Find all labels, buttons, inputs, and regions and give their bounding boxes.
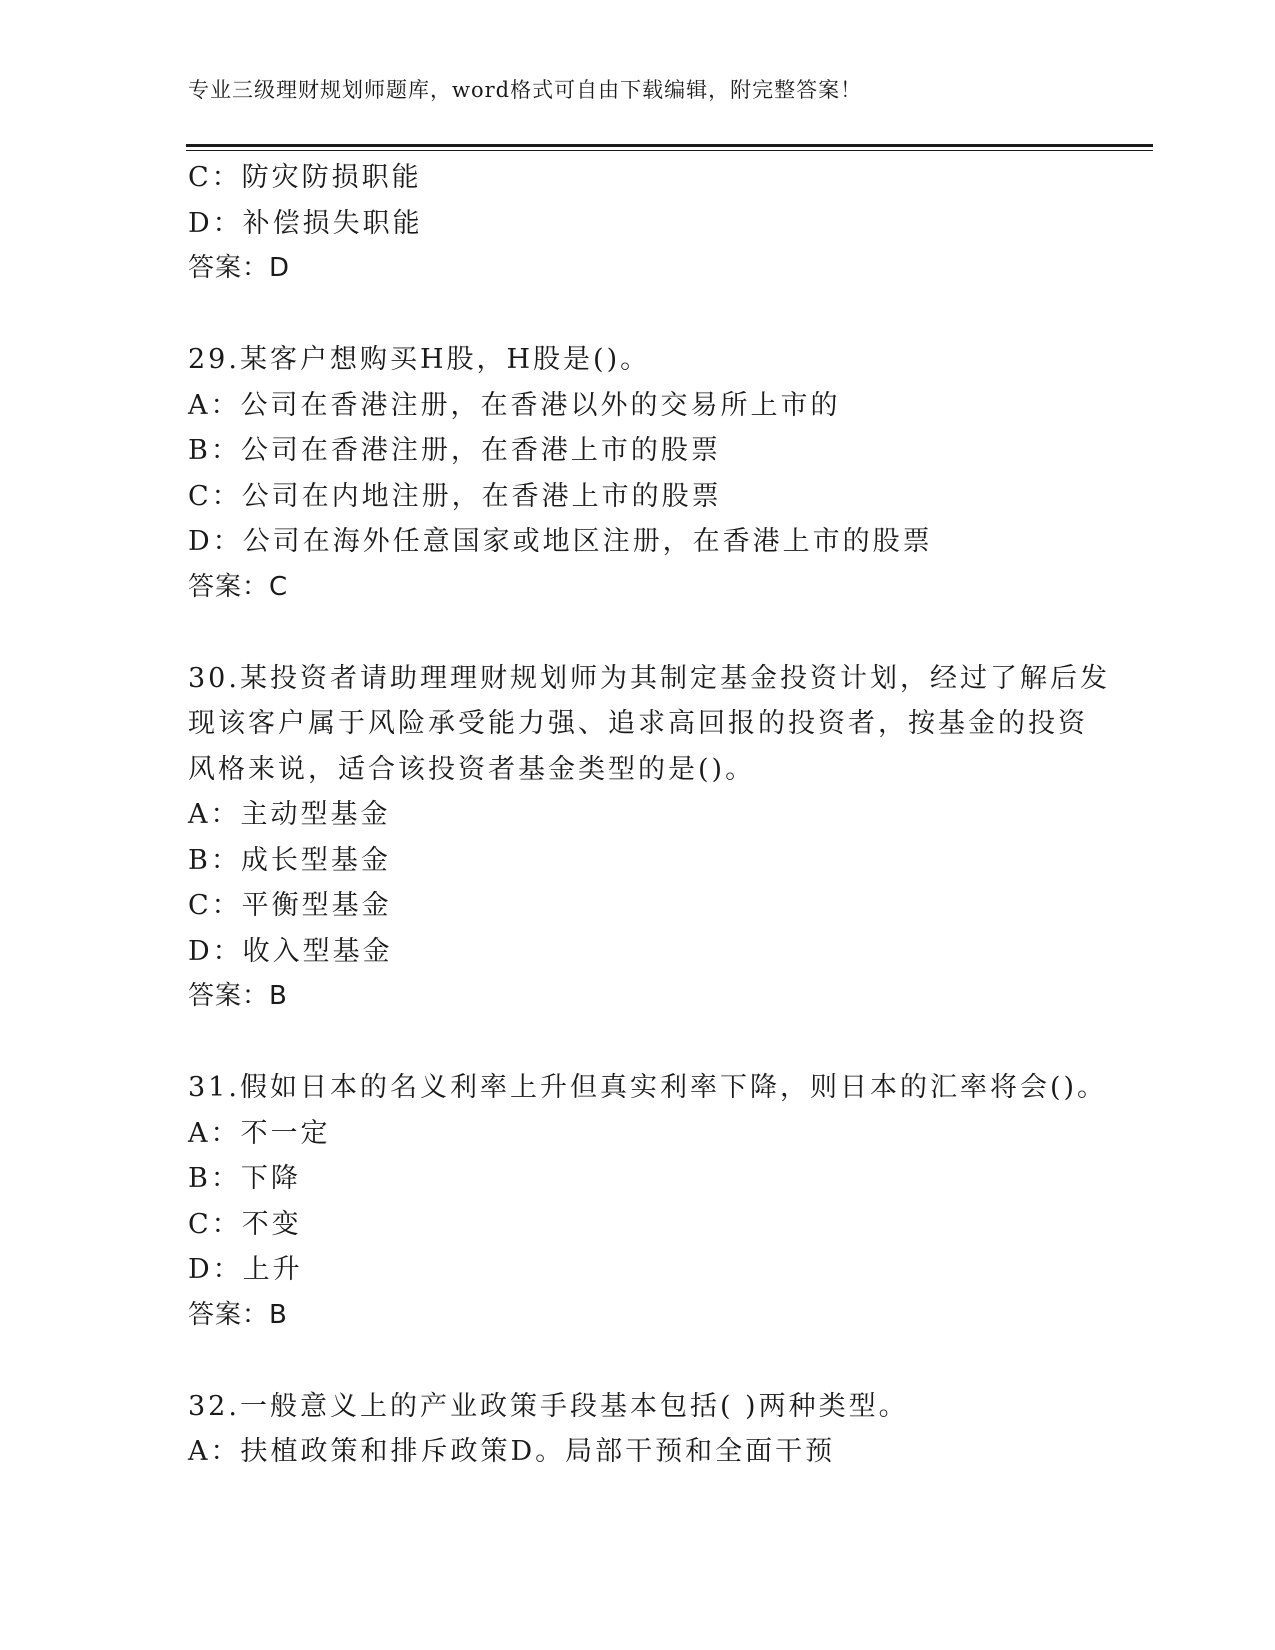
spacer [188, 292, 1088, 338]
option-line: B：成长型基金 [188, 844, 391, 876]
option-line: C：不变 [188, 1208, 302, 1240]
option-line: D：收入型基金 [188, 935, 393, 967]
spacer [188, 1338, 1088, 1384]
question-text: 风格来说，适合该投资者基金类型的是()。 [188, 753, 756, 785]
option-line: B：下降 [188, 1163, 301, 1194]
spacer [188, 610, 1088, 656]
option-line: D：公司在海外任意国家或地区注册，在香港上市的股票 [188, 526, 933, 557]
header-divider [186, 144, 1153, 147]
option-line: C：防灾防损职能 [188, 162, 422, 193]
option-line: A：公司在香港注册，在香港以外的交易所上市的 [188, 389, 841, 421]
option-line: C：平衡型基金 [188, 890, 392, 921]
question-text: 现该客户属于风险承受能力强、追求高回报的投资者，按基金的投资 [188, 708, 1088, 739]
option-line: B：公司在香港注册，在香港上市的股票 [188, 435, 721, 466]
option-line: A：主动型基金 [188, 799, 391, 830]
question-29 [188, 337, 1088, 610]
header-divider-thin [186, 150, 1153, 151]
document-body [188, 155, 1110, 1475]
question-30 [188, 656, 1110, 1020]
question-text: 29.某客户想购买H股，H股是()。 [188, 344, 651, 375]
option-line: A：不一定 [188, 1117, 331, 1149]
question-31 [188, 1065, 1108, 1338]
question-text: 31.假如日本的名义利率上升但真实利率下降，则日本的汇率将会()。 [188, 1072, 1108, 1103]
question-text: 30.某投资者请助理理财规划师为其制定基金投资计划，经过了解后发 [188, 662, 1110, 694]
spacer [188, 1020, 1088, 1066]
question-text: 32.一般意义上的产业政策手段基本包括( )两种类型。 [188, 1390, 909, 1422]
page-header: 专业三级理财规划师题库，word格式可自由下载编辑，附完整答案！ [188, 78, 863, 102]
option-line: D：上升 [188, 1254, 303, 1285]
answer-line: 答案：B [188, 1299, 288, 1330]
option-line: C：公司在内地注册，在香港上市的股票 [188, 480, 722, 512]
option-line: D：补偿损失职能 [188, 207, 423, 239]
answer-line: 答案：C [188, 571, 289, 602]
question-32 [188, 1384, 1088, 1475]
answer-line: 答案：D [188, 253, 291, 283]
answer-line: 答案：B [188, 981, 288, 1011]
option-line: A：扶植政策和排斥政策D。局部干预和全面干预 [188, 1436, 836, 1467]
